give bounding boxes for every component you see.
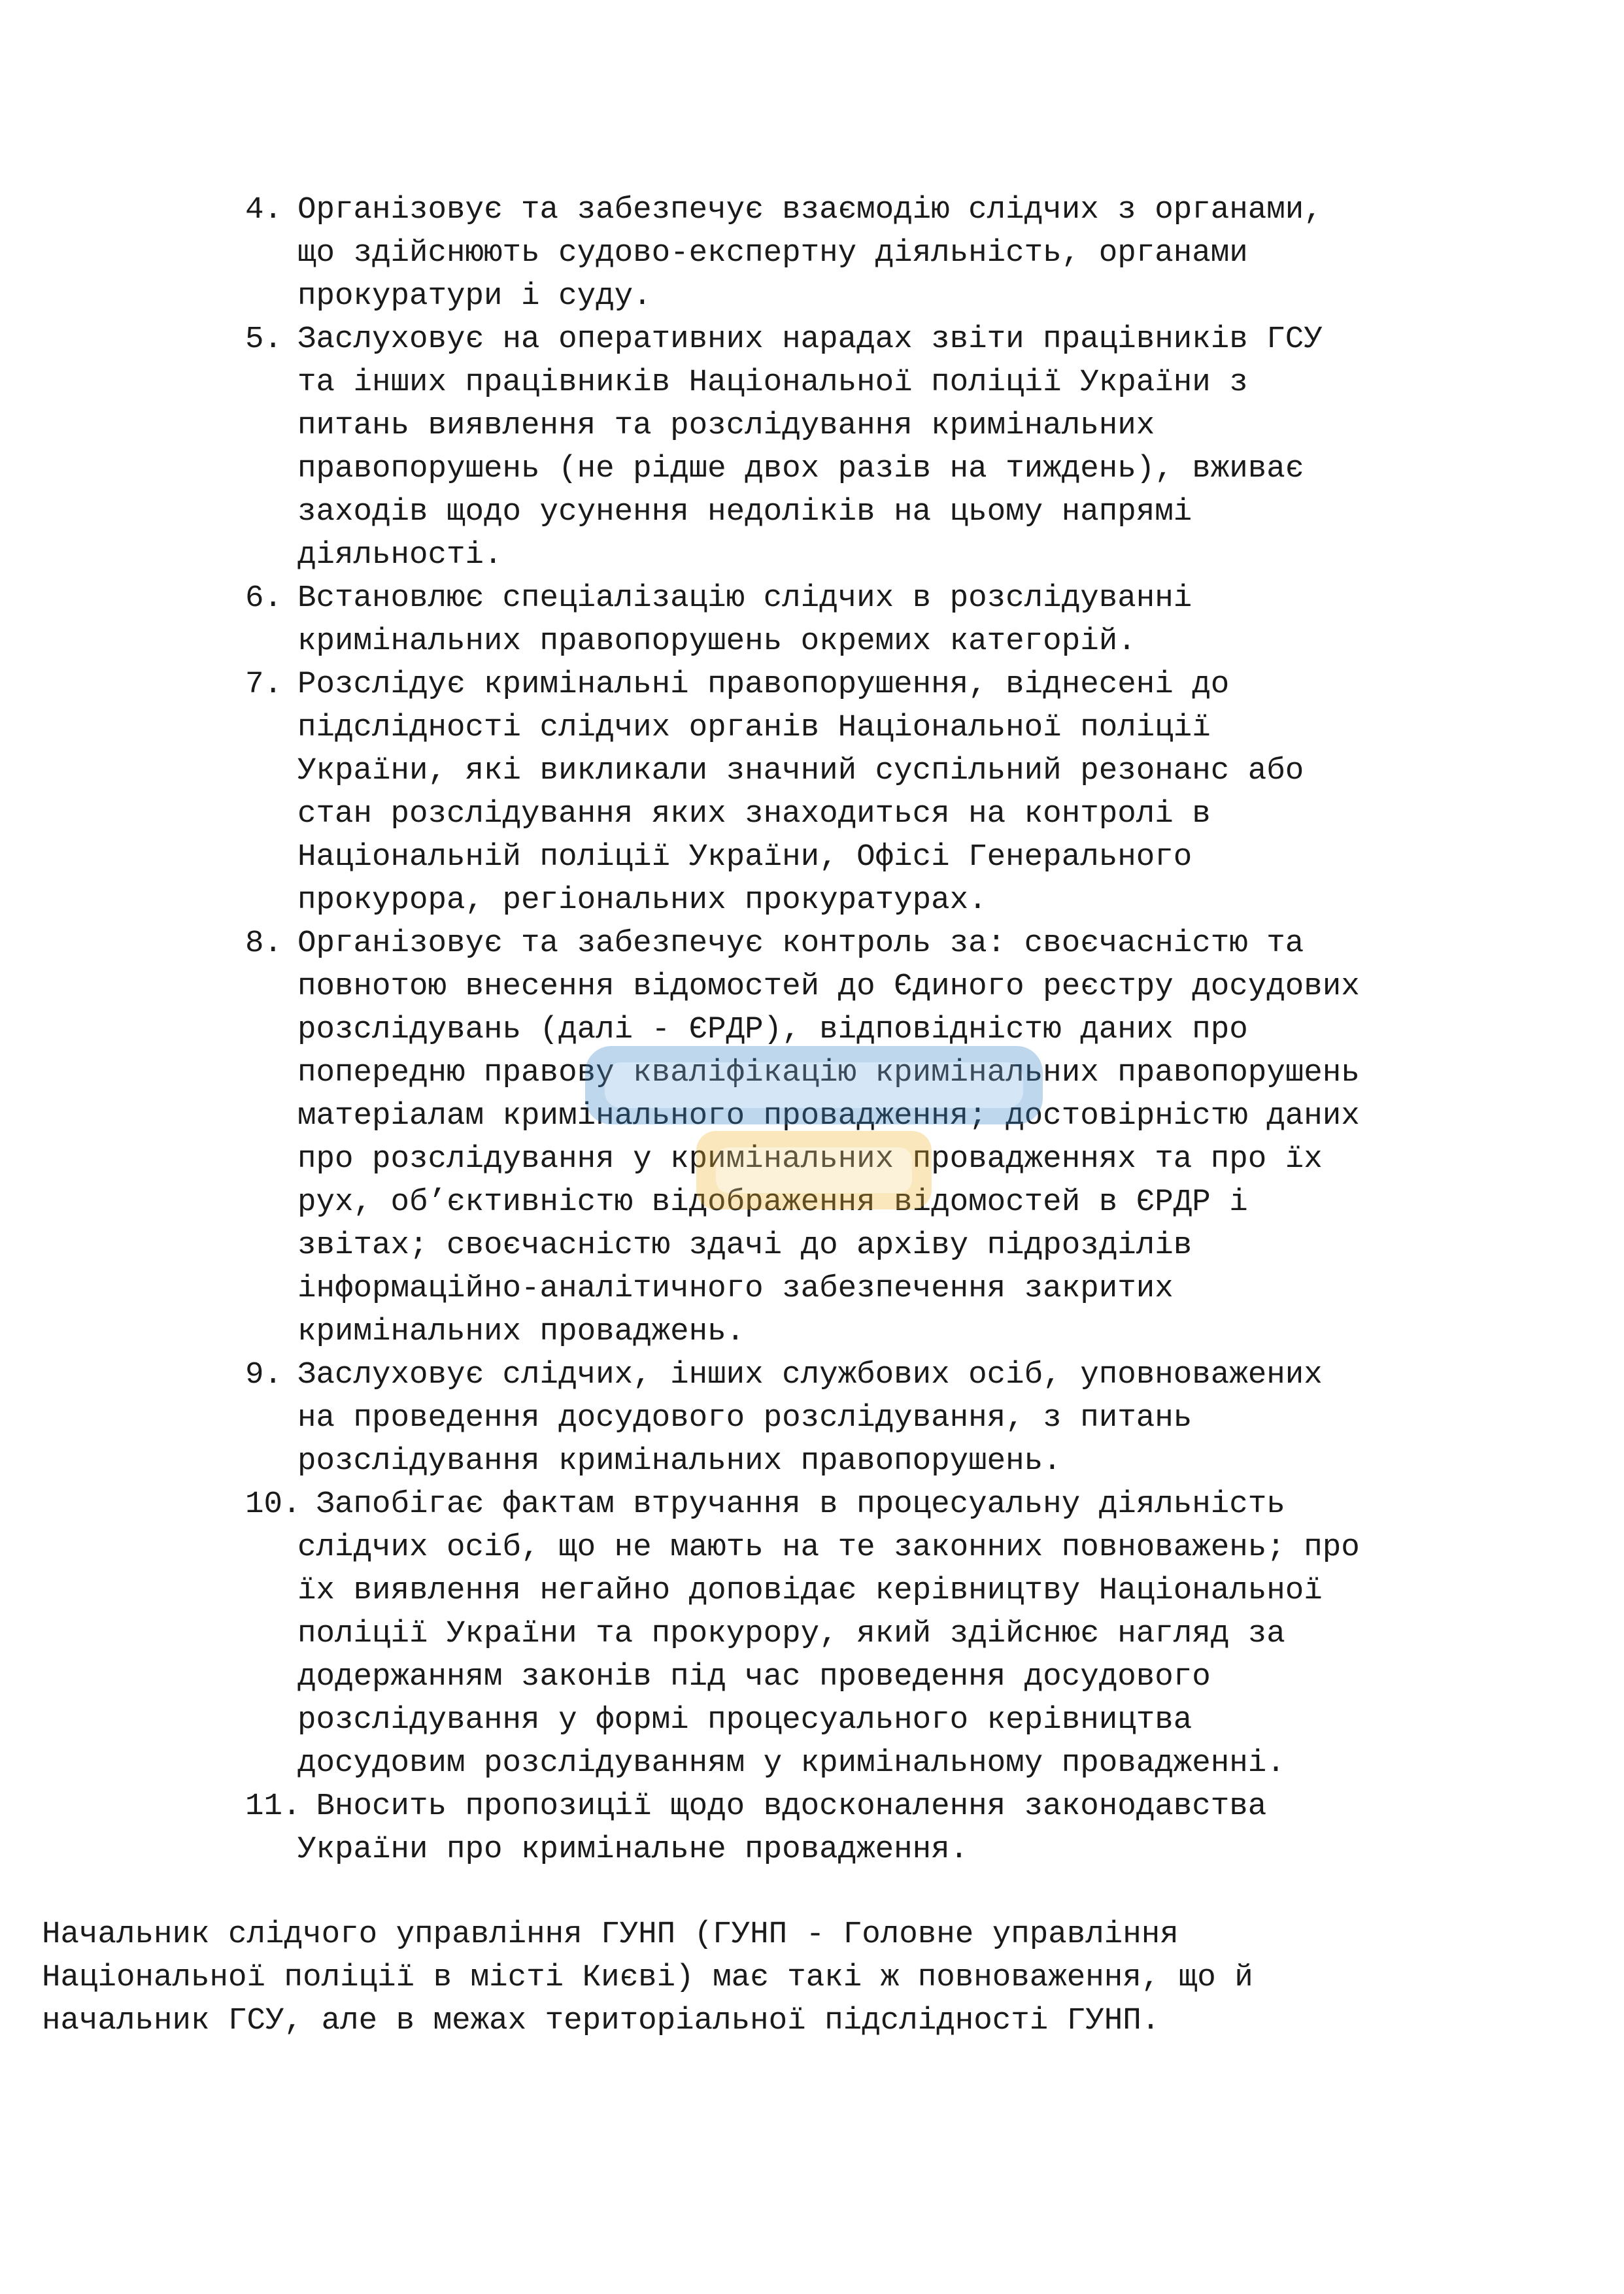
list-item: [245, 188, 1487, 318]
list-item-number: 4.: [245, 192, 283, 228]
text-line: матеріалам кримінального провадження; достовірністю даних: [297, 1098, 1360, 1134]
duties-list: [245, 188, 1487, 1871]
text-line: України, які викликали значний суспільний резонанс або: [297, 753, 1304, 788]
list-item-text: [297, 663, 1487, 922]
list-item-text: [297, 1483, 1487, 1785]
text-line: Заслуховує слідчих, інших службових осіб, уповноважених: [297, 1357, 1323, 1392]
list-item-number: 5.: [245, 322, 283, 357]
text-line: Організовує та забезпечує контроль за: своєчасністю та: [297, 926, 1304, 961]
list-item: [245, 1483, 1487, 1785]
text-line: прокурора, регіональних прокуратурах.: [297, 883, 987, 918]
text-line: Начальник слідчого управління ГУНП (ГУНП - Головне управління: [42, 1917, 1179, 1952]
list-item: [245, 318, 1487, 577]
text-line: додержанням законів під час проведення досудового: [297, 1659, 1211, 1695]
text-line: рух, об’єктивністю відображення відомостей в ЄРДР і: [297, 1185, 1248, 1220]
text-line: на проведення досудового розслідування, з питань: [297, 1400, 1193, 1436]
text-line: розслідування кримінальних правопорушень.: [297, 1443, 1062, 1479]
text-line: про розслідування у кримінальних провадженнях та про їх: [297, 1141, 1323, 1177]
text-line: стан розслідування яких знаходиться на контролі в: [297, 796, 1211, 832]
list-item-text: [297, 922, 1487, 1353]
text-line: Запобігає фактам втручання в процесуальну діяльність: [297, 1487, 1285, 1522]
text-line: слідчих осіб, що не мають на те законних повноважень; про: [297, 1530, 1360, 1565]
text-line: Вносить пропозиції щодо вдосконалення законодавства: [297, 1789, 1267, 1824]
list-item-text: [297, 1785, 1487, 1871]
list-item: [245, 1785, 1487, 1871]
text-line: поліції України та прокурору, який здійснює нагляд за: [297, 1616, 1285, 1651]
text-line: діяльності.: [297, 537, 503, 573]
text-line: заходів щодо усунення недоліків на цьому напрямі: [297, 494, 1193, 530]
text-line: попередню правову кваліфікацію кримінальних правопорушень: [297, 1055, 1360, 1090]
text-line: прокуратури і суду.: [297, 278, 652, 314]
text-line: питань виявлення та розслідування кримінальних: [297, 408, 1155, 443]
list-item-text: [297, 188, 1487, 318]
list-item-number: 6.: [245, 581, 283, 616]
list-item-number: 9.: [245, 1357, 283, 1392]
text-line: розслідувань (далі - ЄРДР), відповідністю даних про: [297, 1012, 1248, 1047]
text-line: та інших працівників Національної поліції України з: [297, 365, 1248, 400]
list-item-text: [297, 318, 1487, 577]
text-line: досудовим розслідуванням у кримінальному провадженні.: [297, 1746, 1285, 1781]
footer-paragraph: [42, 1913, 1546, 2042]
list-item-number: 11.: [245, 1789, 301, 1824]
text-line: Національної поліції в місті Києві) має такі ж повноваження, що й: [42, 1960, 1253, 1995]
text-line: звітах; своєчасністю здачі до архіву підрозділів: [297, 1228, 1193, 1263]
list-item: [245, 577, 1487, 663]
text-line: що здійснюють судово-експертну діяльність, органами: [297, 235, 1248, 271]
text-line: кримінальних проваджень.: [297, 1314, 745, 1349]
text-line: розслідування у формі процесуального керівництва: [297, 1702, 1193, 1738]
text-line: підслідності слідчих органів Національної поліції: [297, 710, 1211, 745]
text-line: Національній поліції України, Офісі Генерального: [297, 839, 1193, 875]
list-item: [245, 663, 1487, 922]
text-line: їх виявлення негайно доповідає керівництву Національної: [297, 1573, 1323, 1608]
text-line: інформаційно-аналітичного забезпечення закритих: [297, 1271, 1174, 1306]
list-item: [245, 922, 1487, 1353]
text-line: правопорушень (не рідше двох разів на тиждень), вживає: [297, 451, 1304, 486]
text-line: Розслідує кримінальні правопорушення, віднесені до: [297, 667, 1230, 702]
list-item-number: 8.: [245, 926, 283, 961]
text-line: України про кримінальне провадження.: [297, 1832, 969, 1867]
text-line: повнотою внесення відомостей до Єдиного реєстру досудових: [297, 969, 1360, 1004]
text-line: начальник ГСУ, але в межах територіальної підслідності ГУНП.: [42, 2003, 1160, 2038]
list-item: [245, 1353, 1487, 1483]
list-item-number: 10.: [245, 1487, 301, 1522]
text-line: Встановлює спеціалізацію слідчих в розслідуванні: [297, 581, 1193, 616]
text-line: Заслуховує на оперативних нарадах звіти працівників ГСУ: [297, 322, 1323, 357]
text-line: Організовує та забезпечує взаємодію слідчих з органами,: [297, 192, 1323, 228]
list-item-text: [297, 577, 1487, 663]
text-line: кримінальних правопорушень окремих категорій.: [297, 624, 1136, 659]
list-item-number: 7.: [245, 667, 283, 702]
list-item-text: [297, 1353, 1487, 1483]
